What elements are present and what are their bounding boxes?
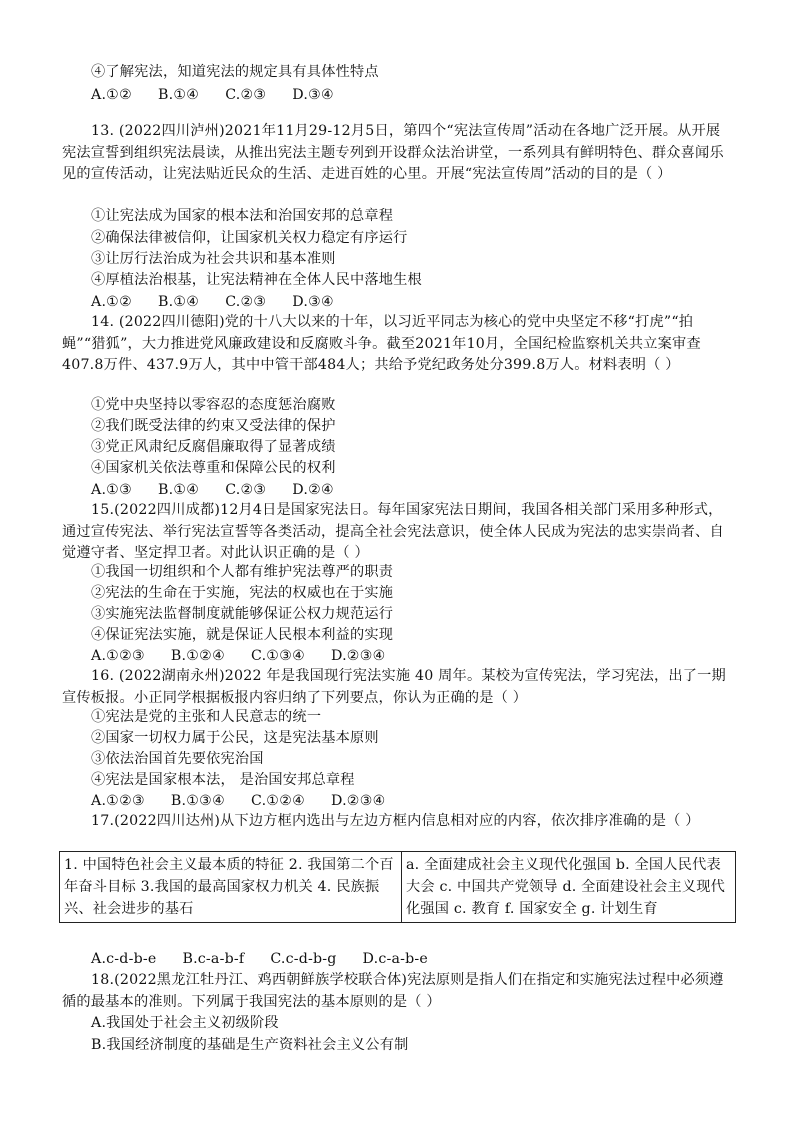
- q14-option-c: C.②③: [225, 482, 267, 498]
- q14-option-d: D.②④: [292, 482, 334, 498]
- q18-option-a: A.我国处于社会主义初级阶段: [91, 1015, 279, 1031]
- q16-options: [91, 791, 412, 811]
- q14-option-b: B.①④: [158, 482, 200, 498]
- q13-stem: 13. (2022四川泸州)2021年11月29-12月5日，第四个“宪法宣传周”活动在各地广泛开展。从开展宪法宣誓到组织宪法晨读，从推出宪法主题专列到开设群众法治讲堂，一系列具有鲜明特色、群众喜闻乐见的宣传活动，让宪法贴近民众的生活、走进百姓的心里。开展“宪法宣传周”活动的目的是（ ）: [62, 123, 724, 182]
- q12-option-a: A.①②: [91, 87, 132, 103]
- q14-stem: 14. (2022四川德阳)党的十八大以来的十年，以习近平同志为核心的党中央坚定不移“打虎”“拍蝇”“猎狐”，大力推进党风廉政建设和反腐败斗争。截至2021年10月，全国纪检监察机关共立案审查407.8万件、437.9万人，其中中管干部484人；共给予党纪政务处分399.8万人。材料表明（ ）: [62, 314, 701, 373]
- q13-statement-3: ③让厉行法治成为社会共识和基本准则: [91, 251, 336, 267]
- q17-matching-table: [59, 851, 736, 923]
- q17-options: [91, 949, 454, 969]
- q14-statement-2: ②我们既受法律的约束又受法律的保护: [91, 418, 336, 434]
- q16-statement-4: ④宪法是国家根本法， 是治国安邦总章程: [91, 772, 355, 788]
- q12-statement-4: ④了解宪法，知道宪法的规定具有具体性特点: [91, 64, 379, 80]
- q15-option-d: D.②③④: [331, 648, 386, 664]
- q14-statement-4: ④国家机关依法尊重和保障公民的权利: [91, 460, 336, 476]
- q17-option-c: C.c-d-b-g: [270, 951, 337, 967]
- q15-stem: 15.(2022四川成都)12月4日是国家宪法日。每年国家宪法日期间，我国各相关部门采用多种形式，通过宣传宪法、举行宪法宣誓等各类活动，提高全社会宪法意识，使全体人民成为宪法的忠实崇尚者、自觉遵守者、坚定捍卫者。对此认识正确的是（ ）: [62, 502, 724, 561]
- q14-option-a: A.①③: [91, 482, 132, 498]
- q16-option-d: D.②③④: [331, 793, 386, 809]
- q15-statement-1: ①我国一切组织和个人都有维护宪法尊严的职责: [91, 564, 394, 580]
- q15-option-c: C.①③④: [251, 648, 306, 664]
- q17-right-box: a. 全面建成社会主义现代化强国 b. 全国人民代表大会 c. 中国共产党领导 d. 全面建设社会主义现代化强国 c. 教育 f. 国家安全 g. 计划生育: [402, 852, 736, 923]
- q13-statement-4: ④厚植法治根基，让宪法精神在全体人民中落地生根: [91, 272, 422, 288]
- q12-options: [91, 85, 360, 105]
- q14-statement-3: ③党正风肃纪反腐倡廉取得了显著成绩: [91, 439, 336, 455]
- q13-option-b: B.①④: [158, 294, 200, 310]
- q14-statement-1: ①党中央坚持以零容忍的态度惩治腐败: [91, 397, 336, 413]
- q14-options: [91, 480, 360, 500]
- q13-option-d: D.③④: [292, 294, 334, 310]
- q13-statement-1: ①让宪法成为国家的根本法和治国安邦的总章程: [91, 208, 394, 224]
- q16-statement-1: ①宪法是党的主张和人民意志的统一: [91, 709, 322, 725]
- q17-option-d: D.c-a-b-e: [362, 951, 428, 967]
- q13-statement-2: ②确保法律被信仰，让国家机关权力稳定有序运行: [91, 230, 408, 246]
- q16-statement-3: ③依法治国首先要依宪治国: [91, 751, 264, 767]
- q15-option-b: B.①②④: [170, 648, 226, 664]
- q15-statement-3: ③实施宪法监督制度就能够保证公权力规范运行: [91, 606, 394, 622]
- q12-option-c: C.②③: [225, 87, 267, 103]
- q15-options: [91, 646, 412, 666]
- q18-option-b: B.我国经济制度的基础是生产资料社会主义公有制: [91, 1037, 409, 1053]
- q16-statement-2: ②国家一切权力属于公民，这是宪法基本原则: [91, 730, 379, 746]
- q18-stem: 18.(2022黑龙江牡丹江、鸡西朝鲜族学校联合体)宪法原则是指人们在指定和实施宪法过程中必须遵循的最基本的准则。下列属于我国宪法的基本原则的是（ ）: [62, 972, 724, 1010]
- q16-option-c: C.①②④: [251, 793, 306, 809]
- q16-stem: 16. (2022湖南永州)2022 年是我国现行宪法实施 40 周年。某校为宣传宪法，学习宪法，出了一期宣传板报。小正同学根据板报内容归纳了下列要点，你认为正确的是（ ）: [62, 668, 726, 706]
- q13-option-a: A.①②: [91, 294, 132, 310]
- q15-statement-4: ④保证宪法实施，就是保证人民根本利益的实现: [91, 627, 394, 643]
- q17-option-b: B.c-a-b-f: [182, 951, 245, 967]
- q15-statement-2: ②宪法的生命在于实施，宪法的权威也在于实施: [91, 585, 394, 601]
- q17-stem: 17.(2022四川达州)从下边方框内选出与左边方框内信息相对应的内容，依次排序准确的是（ ）: [91, 813, 700, 829]
- q16-option-a: A.①②③: [91, 793, 145, 809]
- q17-option-a: A.c-d-b-e: [91, 951, 157, 967]
- q13-options: [91, 292, 360, 312]
- q17-left-box: 1. 中国特色社会主义最本质的特征 2. 我国第二个百年奋斗目标 3.我国的最高国家权力机关 4. 民族振兴、社会进步的基石: [60, 852, 402, 923]
- q13-option-c: C.②③: [225, 294, 267, 310]
- q16-option-b: B.①③④: [170, 793, 226, 809]
- q12-option-b: B.①④: [158, 87, 200, 103]
- q12-option-d: D.③④: [292, 87, 334, 103]
- q15-option-a: A.①②③: [91, 648, 145, 664]
